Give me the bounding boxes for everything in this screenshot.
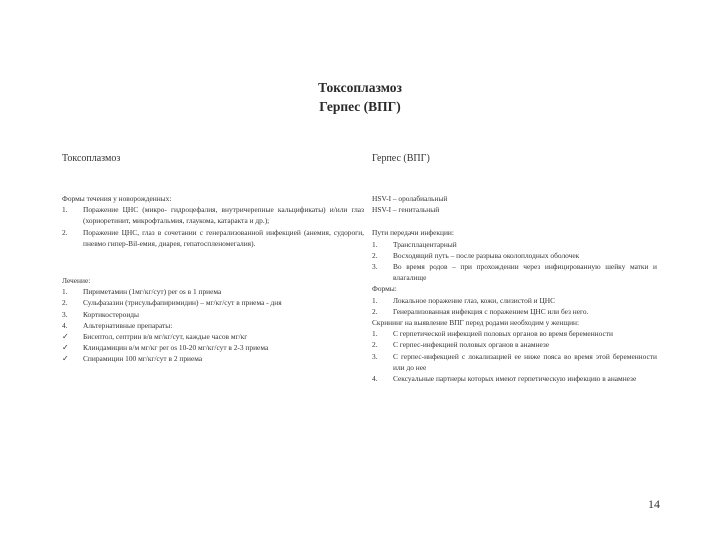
herpes-type: HSV-I – генитальный xyxy=(372,205,440,215)
routes-title: Пути передачи инфекции: xyxy=(372,228,454,238)
list-item: 2. Генерализованная инфекция с поражением ЦНС или без него. xyxy=(372,306,589,316)
list-item: 1. Локальное поражение глаз, кожи, слизистой и ЦНС xyxy=(372,295,556,305)
list-item: 1. Пириметамин (1мг/кг/сут) per os в 1 приема xyxy=(62,287,222,297)
treatment-title: Лечение: xyxy=(62,276,91,286)
page-number: 14 xyxy=(648,497,660,511)
herpes-type: HSV-I – оролабиальный xyxy=(372,194,448,203)
list-item: 2. Восходящий путь – после разрыва околоплодных оболочек xyxy=(372,250,580,260)
list-item: 1. Трансплацентарный xyxy=(372,239,457,249)
herpes-column xyxy=(372,193,657,384)
left-column-heading: Токсоплазмоз xyxy=(62,153,121,164)
list-item: 3. Во время родов – при прохождении через инфицированную шейку матки и влагалище xyxy=(372,262,657,283)
toxoplasmosis-column xyxy=(62,193,364,365)
list-item: ✓ Клиндамицин в/м мг/кг per os 10-20 мг/кг/сут в 2-3 приема xyxy=(62,343,269,353)
forms-title: Формы течения у новорожденных: xyxy=(62,194,172,203)
list-item: 1. С герпетической инфекцией половых органов во время беременности xyxy=(372,329,613,339)
list-item: 4. Альтернативные препараты: xyxy=(62,320,173,330)
list-item: 4. Сексуальные партнеры которых имеют герпетическую инфекцию в анамнезе xyxy=(372,374,637,384)
list-item: 2. Поражение ЦНС, глаз в сочетании с генерализованной инфекцией (анемия, судороги, пневмо гипер-Bil-емия, диарея, гепатоспленомегалия). xyxy=(62,227,364,248)
checkmark-icon: ✓ xyxy=(62,343,69,353)
checkmark-icon: ✓ xyxy=(62,332,69,342)
forms-title: Формы: xyxy=(372,284,397,294)
list-item: ✓ Спирамицин 100 мг/кг/сут в 2 приема xyxy=(62,354,203,364)
list-item: 3. С герпес-инфекцией с локализацией ее ниже пояса во время этой беременности или до нее xyxy=(372,351,657,372)
list-item: ✓ Бисептол, септрин в/в мг/кг/сут, каждые часов мг/кг xyxy=(62,332,248,342)
slide-title xyxy=(0,78,720,116)
checkmark-icon: ✓ xyxy=(62,354,69,364)
screening-title: Скрининг на выявление ВПГ перед родами необходим у женщин: xyxy=(372,318,580,328)
title-line-toxoplasmosis: Токсоплазмоз xyxy=(318,80,402,95)
list-item: 3. Кортикостероиды xyxy=(62,309,139,319)
list-item: 2. Сульфазазин (трисульфапиримидин) – мг/кг/сут в приема - дня xyxy=(62,298,282,308)
right-column-heading: Герпес (ВПГ) xyxy=(372,153,430,164)
list-item: 1. Поражение ЦНС (микро- гидроцефалия, внутричерепные кальцификаты) и/или глаз (хориоретинит, микрофтальмия, глаукома, катаракта и др.); xyxy=(62,205,364,226)
title-line-herpes: Герпес (ВПГ) xyxy=(319,99,401,114)
list-item: 2. С герпес-инфекцией половых органов в анамнезе xyxy=(372,340,550,350)
